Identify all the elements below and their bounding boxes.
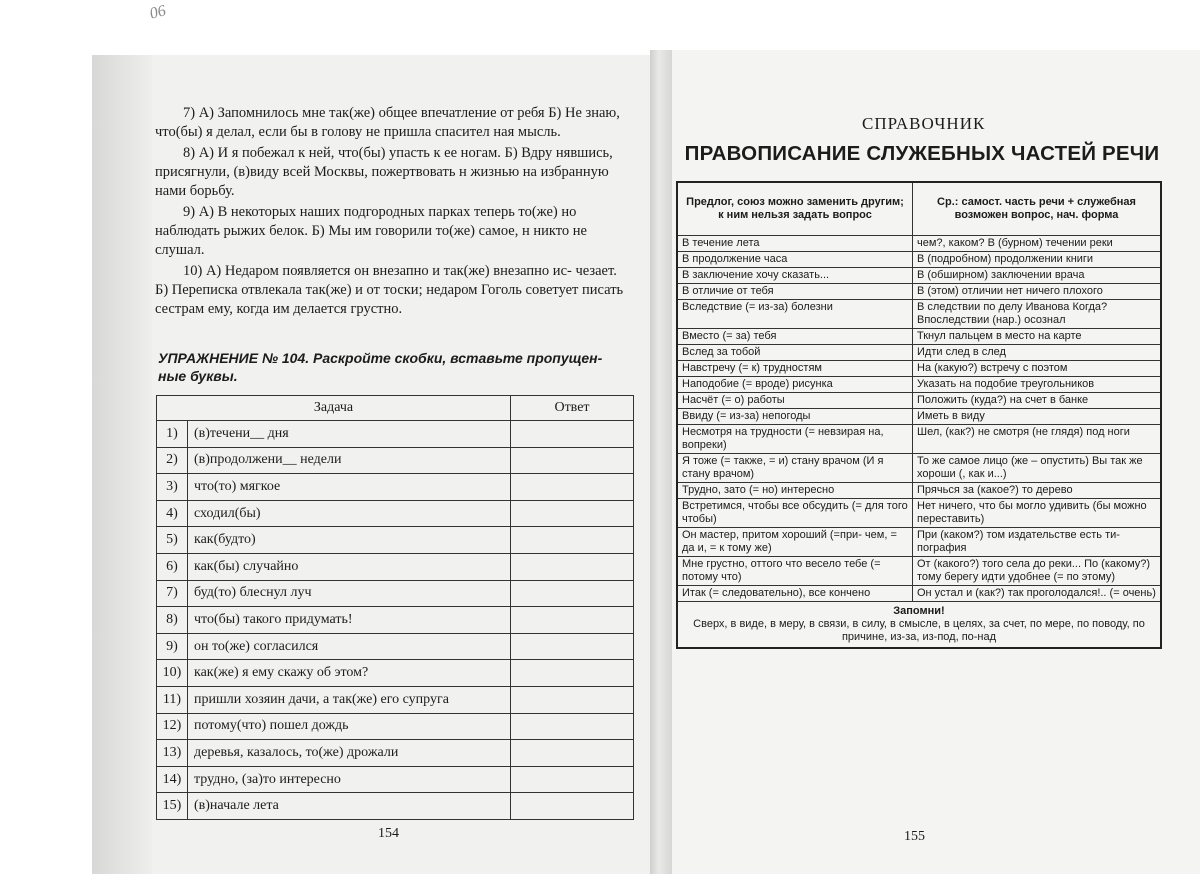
table-row [157,447,634,474]
reference-row [677,499,1161,528]
table-row [157,580,634,607]
reference-left-cell: Вследствие (= из-за) болезни [677,300,913,329]
row-number: 4) [157,500,188,527]
reference-row [677,300,1161,329]
reference-right-cell: чем?, каком? В (бурном) течении реки [913,236,1162,252]
paragraph-7: 7) А) Запомнилось мне так(же) общее впечатление от ребя Б) Не знаю, что(бы) я делал, если бы в голову не пришла спасител ная мысль. [155,105,620,140]
table-header-row [157,396,634,421]
exercise-table [156,395,634,820]
row-answer-cell [511,793,634,820]
reference-left-cell: Наподобие (= вроде) рисунка [677,377,913,393]
reference-right-cell: Прячься за (какое?) то дерево [913,483,1162,499]
reference-header-left: Предлог, союз можно заменить другим; к ним нельзя задать вопрос [677,182,913,236]
row-answer-cell [511,500,634,527]
reference-row [677,268,1161,284]
table-row [157,527,634,554]
row-number: 8) [157,607,188,634]
reference-left-cell: Мне грустно, оттого что весело тебе (= потому что) [677,557,913,586]
page-number-right: 155 [904,829,925,844]
row-answer-cell [511,580,634,607]
reference-right-cell: Он устал и (как?) так проголодался!.. (= очень) [913,586,1162,602]
row-task: что(то) мягкое [188,474,511,501]
reference-row [677,425,1161,454]
table-row [157,713,634,740]
row-number: 5) [157,527,188,554]
row-task: как(бы) случайно [188,553,511,580]
reference-left-cell: Вместо (= за) тебя [677,329,913,345]
reference-right-cell: Идти след в след [913,345,1162,361]
row-number: 14) [157,766,188,793]
reference-right-cell: От (какого?) того села до реки... По (какому?) тому берегу идти удобнее (= по этому) [913,557,1162,586]
page-number-left: 154 [378,826,399,841]
reference-right-cell: В (этом) отличии нет ничего плохого [913,284,1162,300]
table-row [157,474,634,501]
exercise-table-body [157,421,634,820]
row-task: потому(что) пошел дождь [188,713,511,740]
reference-right-cell: В (обширном) заключении врача [913,268,1162,284]
reference-right-cell: В (подробном) продолжении книги [913,252,1162,268]
table-row [157,607,634,634]
reference-header-right: Ср.: самост. часть речи + служебная возможен вопрос, нач. форма [913,182,1162,236]
reference-left-cell: Встретимся, чтобы все обсудить (= для того чтобы) [677,499,913,528]
row-answer-cell [511,527,634,554]
reference-right-cell: Иметь в виду [913,409,1162,425]
reference-row [677,361,1161,377]
reference-left-cell: В отличие от тебя [677,284,913,300]
reference-row [677,528,1161,557]
reference-row [677,409,1161,425]
table-row [157,421,634,448]
row-number: 10) [157,660,188,687]
reference-left-cell: Трудно, зато (= но) интересно [677,483,913,499]
row-task: буд(то) блеснул луч [188,580,511,607]
row-task: как(будто) [188,527,511,554]
row-task: он то(же) согласился [188,633,511,660]
table-row [157,793,634,820]
table-row [157,633,634,660]
reference-right-cell: В следствии по делу Иванова Когда? Впоследствии (нар.) осознал [913,300,1162,329]
reference-left-cell: Итак (= следовательно), все кончено [677,586,913,602]
reference-row [677,345,1161,361]
reference-left-cell: Он мастер, притом хороший (=при- чем, = да и, = к тому же) [677,528,913,557]
row-number: 15) [157,793,188,820]
remember-title: Запомни! [893,605,945,617]
reference-title: ПРАВОПИСАНИЕ СЛУЖЕБНЫХ ЧАСТЕЙ РЕЧИ [684,142,1160,165]
reference-row [677,252,1161,268]
table-row [157,686,634,713]
row-task: сходил(бы) [188,500,511,527]
row-task: пришли хозяин дачи, а так(же) его супруга [188,686,511,713]
book-gutter [650,50,672,874]
reference-row [677,454,1161,483]
reference-table [676,181,1162,649]
reference-row [677,284,1161,300]
row-number: 1) [157,421,188,448]
row-answer-cell [511,713,634,740]
row-number: 11) [157,686,188,713]
row-number: 3) [157,474,188,501]
paragraph-10: 10) А) Недаром появляется он внезапно и так(же) внезапно ис- чезает. Б) Переписка отвлекала так(же) и от тоски; недаром Гоголь советует писать сестрам ему, когда им делается грустно. [155,263,624,317]
row-answer-cell [511,660,634,687]
reference-row [677,377,1161,393]
reference-row [677,586,1161,602]
reference-right-cell: Указать на подобие треугольников [913,377,1162,393]
reference-row [677,329,1161,345]
row-answer-cell [511,633,634,660]
reference-left-cell: Я тоже (= также, = и) стану врачом (И я стану врачом) [677,454,913,483]
row-number: 12) [157,713,188,740]
row-task: (в)начале лета [188,793,511,820]
left-page-text [155,104,633,321]
left-page-edge [92,55,152,874]
reference-row [677,236,1161,252]
answer-header: Ответ [511,396,634,421]
reference-left-cell: Насчёт (= о) работы [677,393,913,409]
row-answer-cell [511,553,634,580]
reference-right-cell: Положить (куда?) на счет в банке [913,393,1162,409]
row-answer-cell [511,766,634,793]
row-answer-cell [511,740,634,767]
reference-right-cell: То же самое лицо (же – опустить) Вы так же хороши (, как и...) [913,454,1162,483]
reference-right-cell: Шел, (как?) не смотря (не глядя) под ноги [913,425,1162,454]
reference-row [677,393,1161,409]
table-row [157,500,634,527]
row-answer-cell [511,421,634,448]
table-row [157,766,634,793]
row-task: что(бы) такого придумать! [188,607,511,634]
reference-left-cell: Несмотря на трудности (= невзирая на, вопреки) [677,425,913,454]
reference-left-cell: Ввиду (= из-за) непогоды [677,409,913,425]
table-row [157,553,634,580]
row-number: 7) [157,580,188,607]
reference-left-cell: Вслед за тобой [677,345,913,361]
row-task: (в)продолжени__ недели [188,447,511,474]
row-task: как(же) я ему скажу об этом? [188,660,511,687]
reference-left-cell: Навстречу (= к) трудностям [677,361,913,377]
reference-left-cell: В продолжение часа [677,252,913,268]
reference-right-cell: На (какую?) встречу с поэтом [913,361,1162,377]
remember-row [677,602,1161,649]
paragraph-8: 8) А) И я побежал к ней, что(бы) упасть к ее ногам. Б) Вдру нявшись, присягнули, (в)виду всей Москвы, пожертвовать н жизнью на избранную нами борьбу. [155,145,613,199]
remember-cell [677,602,1161,649]
row-number: 13) [157,740,188,767]
row-answer-cell [511,474,634,501]
row-task: (в)течени__ дня [188,421,511,448]
reference-left-cell: В заключение хочу сказать... [677,268,913,284]
row-number: 6) [157,553,188,580]
table-row [157,660,634,687]
row-number: 2) [157,447,188,474]
row-task: трудно, (за)то интересно [188,766,511,793]
reference-header-row [677,182,1161,236]
handwritten-corner-mark: 06 [147,2,168,23]
table-row [157,740,634,767]
row-answer-cell [511,607,634,634]
paragraph-9: 9) А) В некоторых наших подгородных парках теперь то(же) но наблюдать рыжих белок. Б) Мы им говорили то(же) самое, н никто не слушал. [155,204,587,258]
reference-right-cell: При (каком?) том издательстве есть ти- пография [913,528,1162,557]
reference-right-cell: Ткнул пальцем в место на карте [913,329,1162,345]
remember-text: Сверх, в виде, в меру, в связи, в силу, в смысле, в целях, за счет, по мере, по поводу, по причине, из-за, из-под, по-над [693,618,1145,643]
reference-right-cell: Нет ничего, что бы могло удивить (бы можно переставить) [913,499,1162,528]
reference-caption: СПРАВОЧНИК [862,114,986,133]
row-answer-cell [511,686,634,713]
reference-left-cell: В течение лета [677,236,913,252]
row-task: деревья, казалось, то(же) дрожали [188,740,511,767]
reference-row [677,483,1161,499]
row-number: 9) [157,633,188,660]
reference-row [677,557,1161,586]
exercise-104-title: УПРАЖНЕНИЕ № 104. Раскройте скобки, вставьте пропущен- ные буквы. [158,350,603,384]
reference-table-body [677,236,1161,602]
row-answer-cell [511,447,634,474]
task-header: Задача [157,396,511,421]
